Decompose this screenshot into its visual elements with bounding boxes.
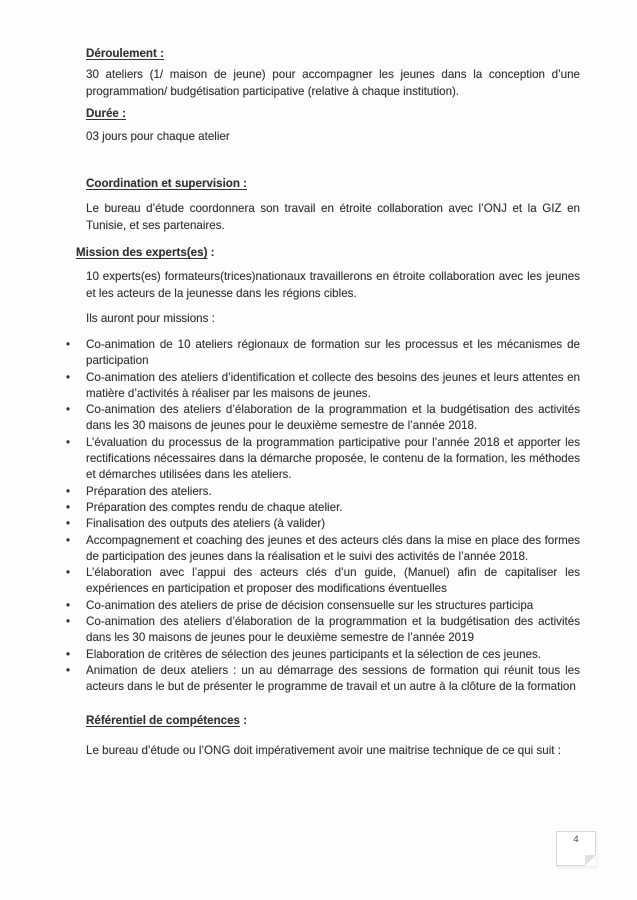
bullet-item: • Accompagnement et coaching des jeunes et des acteurs clés dans la mise en place des formes de participation des jeunes dans la réalisation et le suivi des activités de l’année 2018. [64,533,580,566]
heading-suffix: : [240,713,248,727]
paragraph-coordination: Le bureau d’étude coordonnera son travail en étroite collaboration avec l’ONJ et la GIZ en Tunisie, et ses partenaires. [86,202,580,232]
page-number: 4 [573,834,579,845]
bullet-item: • Co-animation des ateliers d’élaboration de la programmation et la budgétisation des activités dans les 30 maisons de jeunes pour le deuxième semestre de l’année 2019 [64,614,580,647]
paragraph-deroulement: 30 ateliers (1/ maison de jeune) pour accompagner les jeunes dans la conception d’une programmation/ budgétisation participative (relative à chaque institution). [86,68,580,98]
bullet-item: • Co-animation des ateliers d’élaboration de la programmation et la budgétisation des activités dans les 30 maisons de jeunes pour le deuxième semestre de l’année 2018. [64,402,580,435]
paragraph-referentiel: Le bureau d’étude ou l’ONG doit impérativement avoir une maitrise technique de ce qui suit : [86,743,561,757]
bullet-item: • Co-animation des ateliers de prise de décision consensuelle sur les structures participa [64,598,580,614]
section-heading-duree [86,105,580,122]
bullet-item: • Co-animation de 10 ateliers régionaux de formation sur les processus et les mécanismes de participation [64,337,580,370]
paragraph-mission: 10 experts(es) formateurs(trices)nationaux travaillerons en étroite collaboration avec les jeunes et les acteurs de la jeunesse dans les régions cibles. [86,270,580,300]
page-number-box [556,831,596,866]
page-content [76,45,580,759]
bullet-item: • Animation de deux ateliers : un au démarrage des sessions de formation qui réunit tous les acteurs dans le but de présenter le programme de travail et un autre à la clôture de la formation [64,663,580,696]
heading-label: Coordination et supervision : [86,177,248,190]
paragraph-mission-intro: Ils auront pour missions : [86,312,215,325]
heading-label: Déroulement : [86,47,164,60]
mission-bullet-list [64,337,580,696]
heading-label: Durée : [86,107,126,120]
bullet-item: • Finalisation des outputs des ateliers (à valider) [64,516,580,532]
section-heading-mission [76,244,580,261]
bullet-item: • L’élaboration avec l’appui des acteurs clés d’un guide, (Manuel) afin de capitaliser les expériences en participation et proposer des modifications éventuelles [64,565,580,598]
bullet-item: • L’évaluation du processus de la programmation participative pour l’année 2018 et apporter les rectifications nécessaires dans la démarche proposée, le contenu de la formation, les méthodes et démarches utilisées dans les ateliers. [64,435,580,484]
bullet-item: • Elaboration de critères de sélection des jeunes participants et la sélection de ces jeunes. [64,647,580,663]
bullet-item: • Préparation des comptes rendu de chaque atelier. [64,500,580,516]
page-corner-fold-icon [585,855,596,866]
heading-suffix: : [207,246,215,259]
section-heading-referentiel [86,712,580,729]
bullet-item: • Préparation des ateliers. [64,484,580,500]
bullet-item: • Co-animation des ateliers d’identification et collecte des besoins des jeunes et leurs attentes en matière d’activités à réaliser par les maisons de jeunes. [64,370,580,403]
section-heading-deroulement [86,45,580,62]
section-heading-coordination [86,175,580,192]
paragraph-duree: 03 jours pour chaque atelier [86,130,230,143]
heading-label: Mission des experts(es) [76,246,208,259]
heading-label: Référentiel de compétences [86,713,240,727]
